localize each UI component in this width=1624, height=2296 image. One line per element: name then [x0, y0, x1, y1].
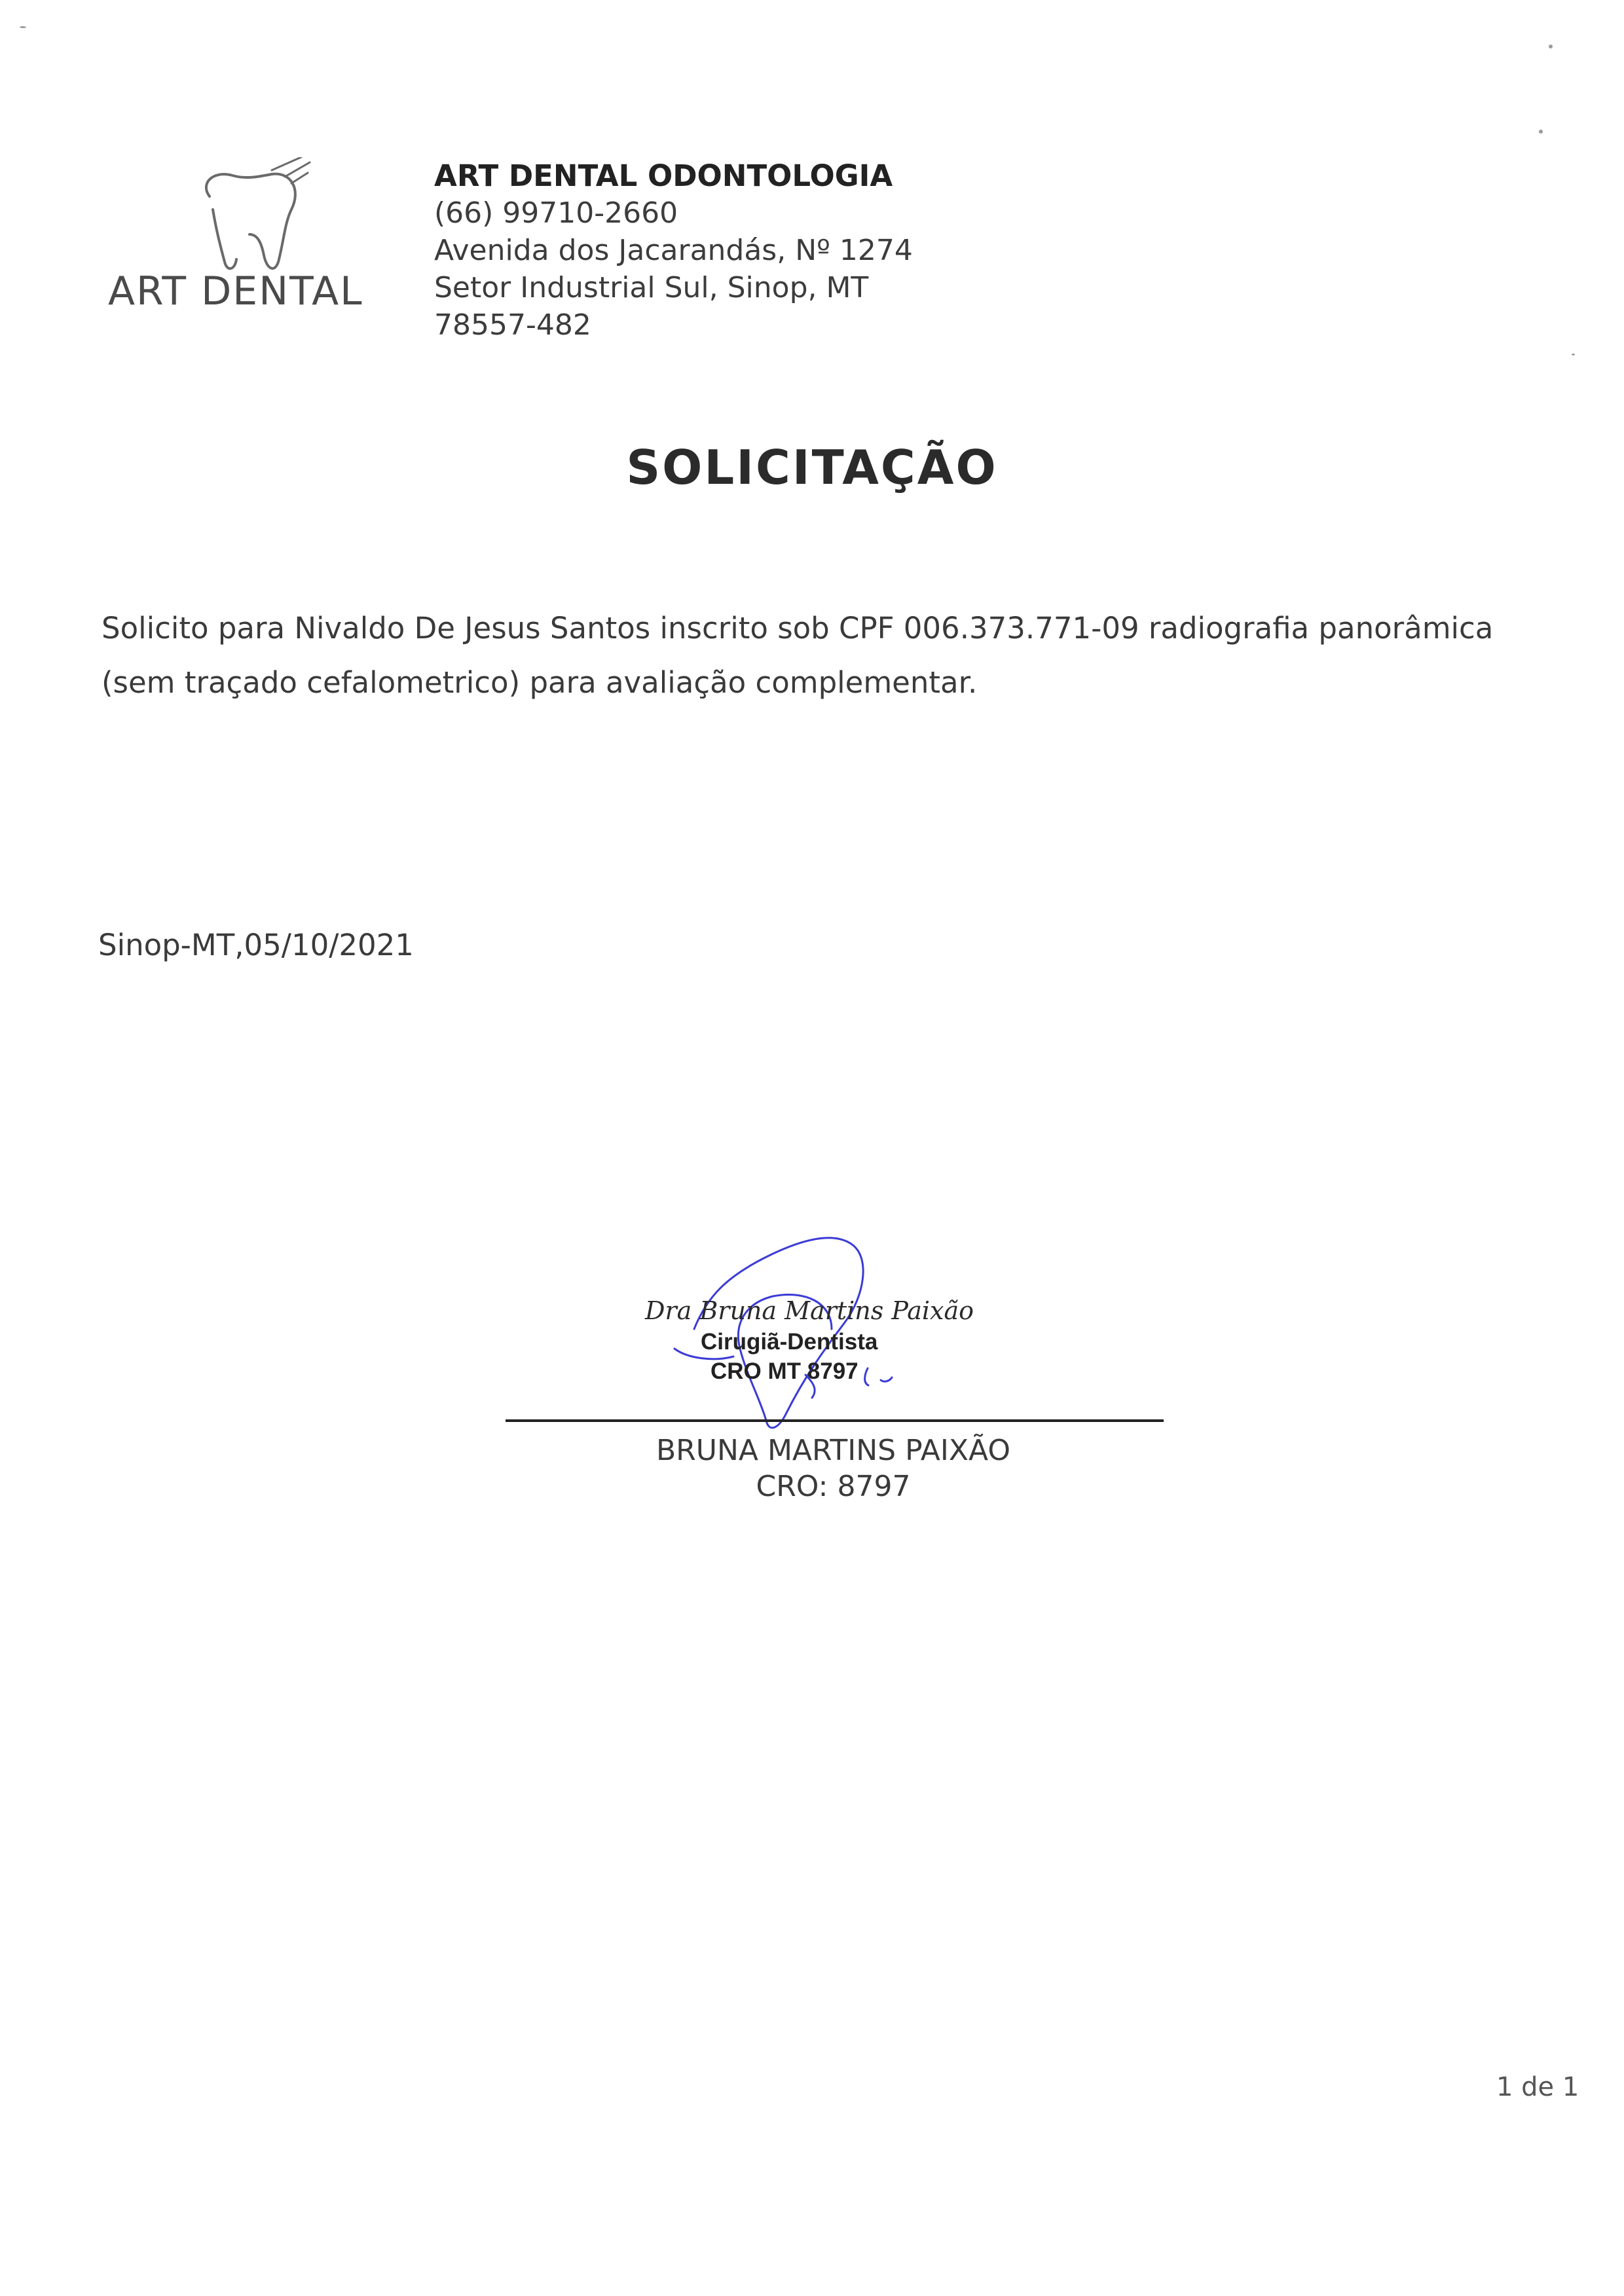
- page-counter: 1 de 1: [1496, 2072, 1579, 2102]
- company-postal-code: 78557-482: [434, 308, 591, 342]
- stamp-registration: CRO MT 8797: [710, 1358, 858, 1384]
- document-title: SOLICITAÇÃO: [626, 440, 998, 495]
- stamp-role: Cirugiã-Dentista: [701, 1329, 878, 1355]
- signer-cro: CRO: 8797: [756, 1470, 911, 1503]
- scan-speck: [1549, 45, 1553, 48]
- date-line: Sinop-MT,05/10/2021: [98, 928, 414, 962]
- request-body-text: Solicito para Nivaldo De Jesus Santos inscrito sob CPF 006.373.771-09 radiografia panorâmica (sem traçado cefalometrico) para avaliação complementar.: [101, 611, 1494, 700]
- company-phone: (66) 99710-2660: [434, 196, 678, 230]
- signer-name: BRUNA MARTINS PAIXÃO: [656, 1434, 1010, 1467]
- stamp-name: Dra Bruna Martins Paixão: [645, 1296, 974, 1325]
- signature-line: [506, 1419, 1164, 1422]
- tooth-icon: [187, 157, 311, 275]
- scan-speck: [1572, 354, 1575, 355]
- logo-text: ART DENTAL: [108, 268, 363, 314]
- company-address-line1: Avenida dos Jacarandás, Nº 1274: [434, 234, 913, 267]
- scan-speck: [20, 26, 26, 28]
- company-info: [434, 157, 913, 344]
- company-address-line2: Setor Industrial Sul, Sinop, MT: [434, 271, 869, 304]
- scan-speck: [1539, 130, 1543, 134]
- company-name: ART DENTAL ODONTOLOGIA: [434, 158, 893, 193]
